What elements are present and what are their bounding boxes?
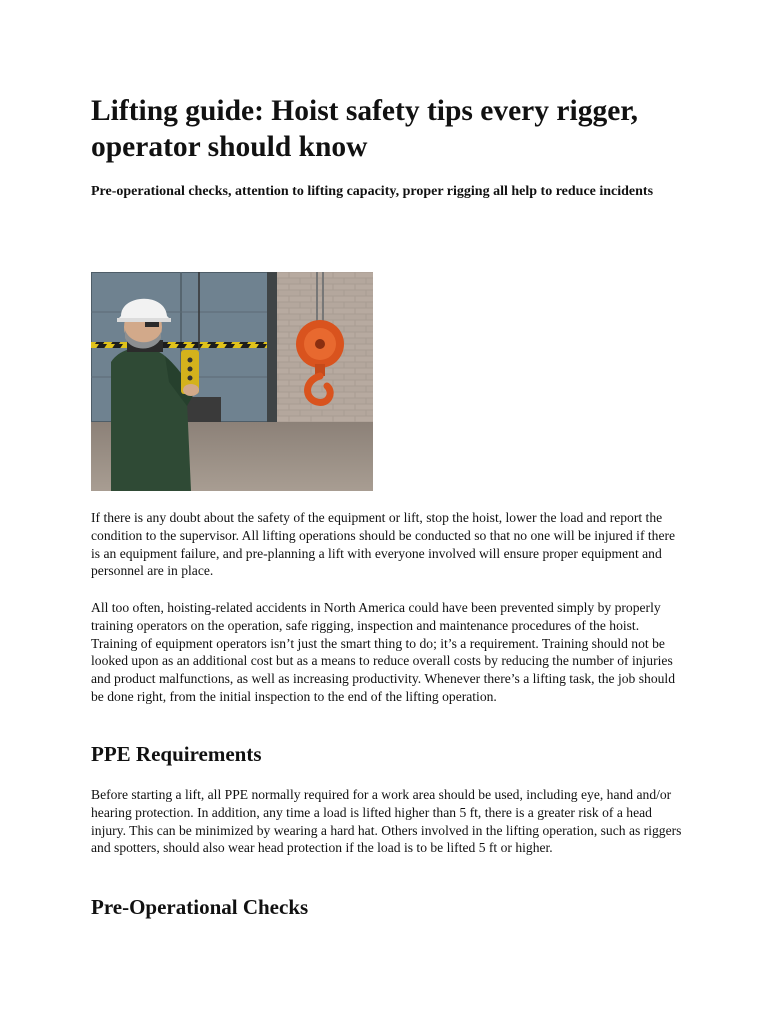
paragraph: Before starting a lift, all PPE normally required for a work area should be used, including eye, hand and/or hearing protection. In addition, any time a load is lifted higher than 5 ft, there is a greater risk of a head injury. This can be minimized by wearing a hard hat. Others involved in the lifting operation, such as riggers and spotters, should also wear head protection if the load is to be lifted 5 ft or higher. xyxy=(91,787,682,856)
section-heading-ppe: PPE Requirements xyxy=(91,742,262,766)
article-title: Lifting guide: Hoist safety tips every rigger, operator should know xyxy=(91,95,639,163)
paragraph: If there is any doubt about the safety of the equipment or lift, stop the hoist, lower the load and report the condition to the supervisor. All lifting operations should be conducted so that no one will be injured if there is an equipment failure, and pre-planning a lift with everyone involved will ensure proper equipment and personnel are in place. xyxy=(91,510,676,579)
section-heading-pre-operational: Pre-Operational Checks xyxy=(91,895,309,919)
article-photo xyxy=(91,272,373,491)
article-subtitle: Pre-operational checks, attention to lifting capacity, proper rigging all help to reduce incidents xyxy=(91,184,654,199)
paragraph: All too often, hoisting-related accidents in North America could have been prevented simply by properly training operators on the operation, safe rigging, inspection and maintenance procedures of the hoist. Training of equipment operators isn’t just the smart thing to do; it’s a requirement. Training should not be looked upon as an additional cost but as a means to reduce overall costs by reducing the number of injuries and product malfunctions, as well as increasing productivity. Whenever there’s a lifting task, the job should be done right, from the initial inspection to the end of the lifting operation. xyxy=(91,600,676,704)
